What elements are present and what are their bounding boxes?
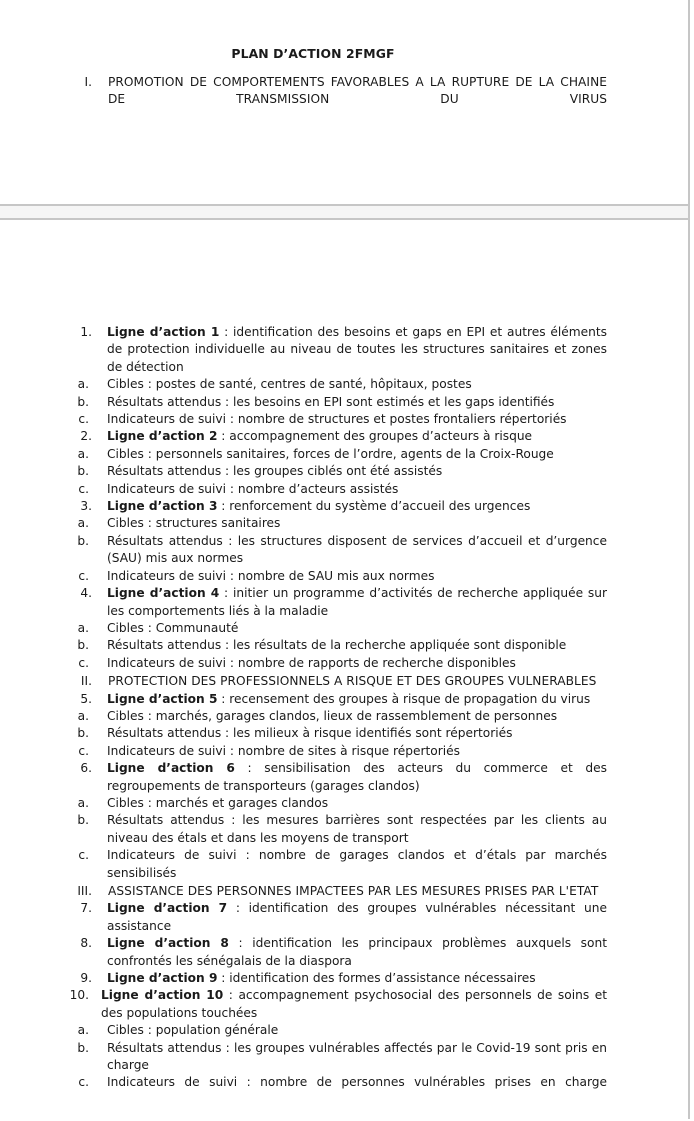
list-item-text xyxy=(92,760,688,795)
action-detail-item xyxy=(0,394,688,411)
section-heading-text: PROTECTION DES PROFESSIONNELS A RISQUE ET DES GROUPES VULNERABLES xyxy=(108,674,597,689)
action-detail-item xyxy=(0,446,688,463)
list-marker: b. xyxy=(77,638,89,653)
action-detail-item xyxy=(0,708,688,725)
list-item-description: Cibles : population générale xyxy=(107,1023,279,1038)
list-item-description: Résultats attendus : les résultats de la recherche appliquée sont disponible xyxy=(107,638,567,653)
list-item-text xyxy=(89,481,688,498)
list-marker: 1. xyxy=(80,325,92,339)
list-item-description: : accompagnement des groupes d’acteurs à risque xyxy=(217,429,533,444)
list-marker: 7. xyxy=(80,901,92,916)
list-item-description: Résultats attendus : les groupes ciblés ont été assistés xyxy=(107,464,443,479)
action-detail-item xyxy=(0,411,688,428)
action-line-item xyxy=(0,970,688,987)
page-break-gap xyxy=(0,206,690,218)
list-marker: b. xyxy=(77,394,89,409)
action-line-label: Ligne d’action 4 xyxy=(107,586,220,601)
action-line-label: Ligne d’action 9 xyxy=(107,971,218,986)
section-heading-text: ASSISTANCE DES PERSONNES IMPACTEES PAR LES MESURES PRISES PAR L'ETAT xyxy=(108,884,599,898)
action-line-label: Ligne d’action 5 xyxy=(107,691,218,706)
list-marker: b. xyxy=(77,813,89,828)
list-item-description: Cibles : marchés et garages clandos xyxy=(107,795,329,810)
list-item-text xyxy=(89,533,688,568)
list-item-description: Résultats attendus : les milieux à risque identifiés sont répertoriés xyxy=(107,726,513,741)
list-item-description: Cibles : postes de santé, centres de santé, hôpitaux, postes xyxy=(107,377,472,392)
section-heading-ii xyxy=(0,673,688,690)
list-marker: b. xyxy=(77,464,89,479)
list-item-text xyxy=(89,620,688,637)
list-item-description: : identification des formes d’assistance nécessaires xyxy=(217,971,536,986)
action-detail-item xyxy=(0,847,688,882)
list-item-text xyxy=(89,637,688,654)
action-detail-item xyxy=(0,620,688,637)
list-item-text xyxy=(92,585,688,620)
list-item-text xyxy=(89,515,688,532)
list-item-text xyxy=(89,725,688,742)
action-detail-item xyxy=(0,1022,688,1039)
list-item-description: Résultats attendus : les structures disposent de services d’accueil et d’urgence (SAU) mis aux normes xyxy=(107,533,607,566)
list-marker: 2. xyxy=(80,429,92,444)
list-item-description: : sensibilisation des acteurs du commerce et des regroupements de transporteurs (garages clandos) xyxy=(107,761,607,793)
list-item-text xyxy=(89,708,688,725)
list-item-text xyxy=(92,970,688,987)
list-item-text xyxy=(89,1040,688,1075)
page-top-spacer xyxy=(0,220,688,324)
document-page-1 xyxy=(0,0,690,206)
list-item-text xyxy=(89,847,688,882)
list-item-description: : renforcement du système d’accueil des urgences xyxy=(217,499,531,514)
list-item-description: : accompagnement psychosocial des personnels de soins et des populations touchées xyxy=(101,988,607,1020)
list-marker: 3. xyxy=(80,499,92,514)
action-detail-item xyxy=(0,376,688,393)
action-detail-item xyxy=(0,463,688,480)
section-numeral: I. xyxy=(84,75,92,89)
action-line-item xyxy=(0,585,688,620)
list-item-description: : identification des groupes vulnérables nécessitant une assistance xyxy=(107,901,607,933)
list-marker: 5. xyxy=(80,691,92,706)
list-item-text xyxy=(89,568,688,585)
list-item-text xyxy=(92,324,688,376)
action-line-label: Ligne d’action 8 xyxy=(107,936,229,951)
action-line-item xyxy=(0,691,688,708)
action-detail-item xyxy=(0,812,688,847)
action-line-item xyxy=(0,498,688,515)
list-item-description: Cibles : Communauté xyxy=(107,620,239,635)
action-line-label: Ligne d’action 2 xyxy=(107,429,218,444)
list-item-text xyxy=(89,394,688,411)
list-marker: c. xyxy=(78,568,89,583)
action-detail-item xyxy=(0,515,688,532)
action-detail-item xyxy=(0,655,688,672)
list-marker: 9. xyxy=(80,971,92,986)
section-heading-text: PROMOTION DE COMPORTEMENTS FAVORABLES A LA RUPTURE DE LA CHAINE DE TRANSMISSION DU VIRUS xyxy=(108,75,607,107)
action-line-item xyxy=(0,935,688,970)
list-marker: c. xyxy=(78,481,89,496)
action-line-label: Ligne d’action 6 xyxy=(107,761,235,776)
list-item-text xyxy=(89,795,688,812)
list-marker: c. xyxy=(78,848,89,863)
list-item-text xyxy=(89,1022,688,1039)
action-line-item xyxy=(0,987,688,1022)
list-marker: 6. xyxy=(80,761,92,776)
action-detail-item xyxy=(0,481,688,498)
list-item-description: Indicateurs de suivi : nombre de rapports de recherche disponibles xyxy=(107,655,516,670)
action-detail-item xyxy=(0,743,688,760)
list-item-description: : identification les principaux problèmes auxquels sont confrontés les sénégalais de la diaspora xyxy=(107,936,607,968)
section-numeral: II. xyxy=(80,674,92,689)
list-item-description: : identification des besoins et gaps en EPI et autres éléments de protection individuelle au niveau de toutes les structures sanitaires et zones de détection xyxy=(107,325,607,374)
list-item-text xyxy=(92,428,688,445)
list-item-description: Indicateurs de suivi : nombre de SAU mis aux normes xyxy=(107,568,435,583)
action-detail-item xyxy=(0,568,688,585)
list-marker: 4. xyxy=(80,586,92,601)
list-marker: c. xyxy=(78,412,89,427)
list-marker: a. xyxy=(77,708,89,723)
list-item-text xyxy=(92,498,688,515)
list-item-description: Cibles : personnels sanitaires, forces de l’ordre, agents de la Croix-Rouge xyxy=(107,446,554,461)
list-item-description: Indicateurs de suivi : nombre de structures et postes frontaliers répertoriés xyxy=(107,412,567,427)
list-item-description: Indicateurs de suivi : nombre de personnes vulnérables prises en charge xyxy=(107,1075,607,1090)
list-marker: b. xyxy=(77,533,89,548)
action-line-item xyxy=(0,760,688,795)
action-detail-item xyxy=(0,795,688,812)
page-title: PLAN D’ACTION 2FMGF xyxy=(231,46,395,61)
list-item-text xyxy=(89,1074,688,1109)
list-item-text xyxy=(89,987,688,1022)
list-marker: a. xyxy=(77,446,89,461)
list-marker: a. xyxy=(77,377,89,392)
list-item-text xyxy=(92,691,688,708)
list-item-text xyxy=(89,446,688,463)
list-marker: a. xyxy=(77,1023,89,1038)
list-item-text xyxy=(89,655,688,672)
list-marker: a. xyxy=(77,795,89,810)
list-item-description: Indicateurs de suivi : nombre de garages clandos et d’étals par marchés sensibilisés xyxy=(107,848,607,880)
action-detail-item xyxy=(0,533,688,568)
list-item-text xyxy=(92,935,688,970)
action-detail-item xyxy=(0,725,688,742)
list-item-text xyxy=(89,376,688,393)
list-item-description: Cibles : structures sanitaires xyxy=(107,516,281,531)
list-item-text xyxy=(89,812,688,847)
list-item-description: Indicateurs de suivi : nombre d’acteurs assistés xyxy=(107,481,399,496)
section-heading-1 xyxy=(0,74,688,126)
action-detail-item xyxy=(0,637,688,654)
list-item-description: Cibles : marchés, garages clandos, lieux de rassemblement de personnes xyxy=(107,708,558,723)
list-marker: b. xyxy=(77,1040,89,1055)
action-plan-list xyxy=(0,324,688,1109)
list-item-description: : recensement des groupes à risque de propagation du virus xyxy=(217,691,591,706)
section-numeral: III. xyxy=(77,884,92,898)
action-line-label: Ligne d’action 7 xyxy=(107,901,228,916)
list-item-text xyxy=(89,411,688,428)
list-item-description: Résultats attendus : les groupes vulnérables affectés par le Covid-19 sont pris en charge xyxy=(107,1040,607,1073)
list-marker: 10. xyxy=(69,988,89,1003)
action-detail-item xyxy=(0,1074,688,1109)
list-marker: 8. xyxy=(80,936,92,951)
action-line-label: Ligne d’action 1 xyxy=(107,325,220,339)
action-line-item xyxy=(0,900,688,935)
action-line-item xyxy=(0,324,688,376)
section-heading-iii xyxy=(0,883,688,900)
action-detail-item xyxy=(0,1040,688,1075)
action-line-label: Ligne d’action 3 xyxy=(107,499,218,514)
document-page-2 xyxy=(0,218,690,1119)
list-item-text xyxy=(89,463,688,480)
list-item-text xyxy=(92,900,688,935)
list-item-text xyxy=(89,743,688,760)
list-marker: a. xyxy=(77,620,89,635)
list-marker: c. xyxy=(78,743,89,758)
list-marker: a. xyxy=(77,516,89,531)
list-marker: c. xyxy=(78,1075,89,1090)
list-marker: b. xyxy=(77,726,89,741)
list-item-description: Résultats attendus : les besoins en EPI sont estimés et les gaps identifiés xyxy=(107,394,555,409)
list-marker: c. xyxy=(78,655,89,670)
list-item-description: Indicateurs de suivi : nombre de sites à risque répertoriés xyxy=(107,743,461,758)
list-item-description: Résultats attendus : les mesures barrières sont respectées par les clients au niveau des étals et dans les moyens de transport xyxy=(107,813,607,845)
list-item-description: : initier un programme d’activités de recherche appliquée sur les comportements liés à la maladie xyxy=(107,586,607,618)
action-line-label: Ligne d’action 10 xyxy=(101,988,224,1003)
action-line-item xyxy=(0,428,688,445)
